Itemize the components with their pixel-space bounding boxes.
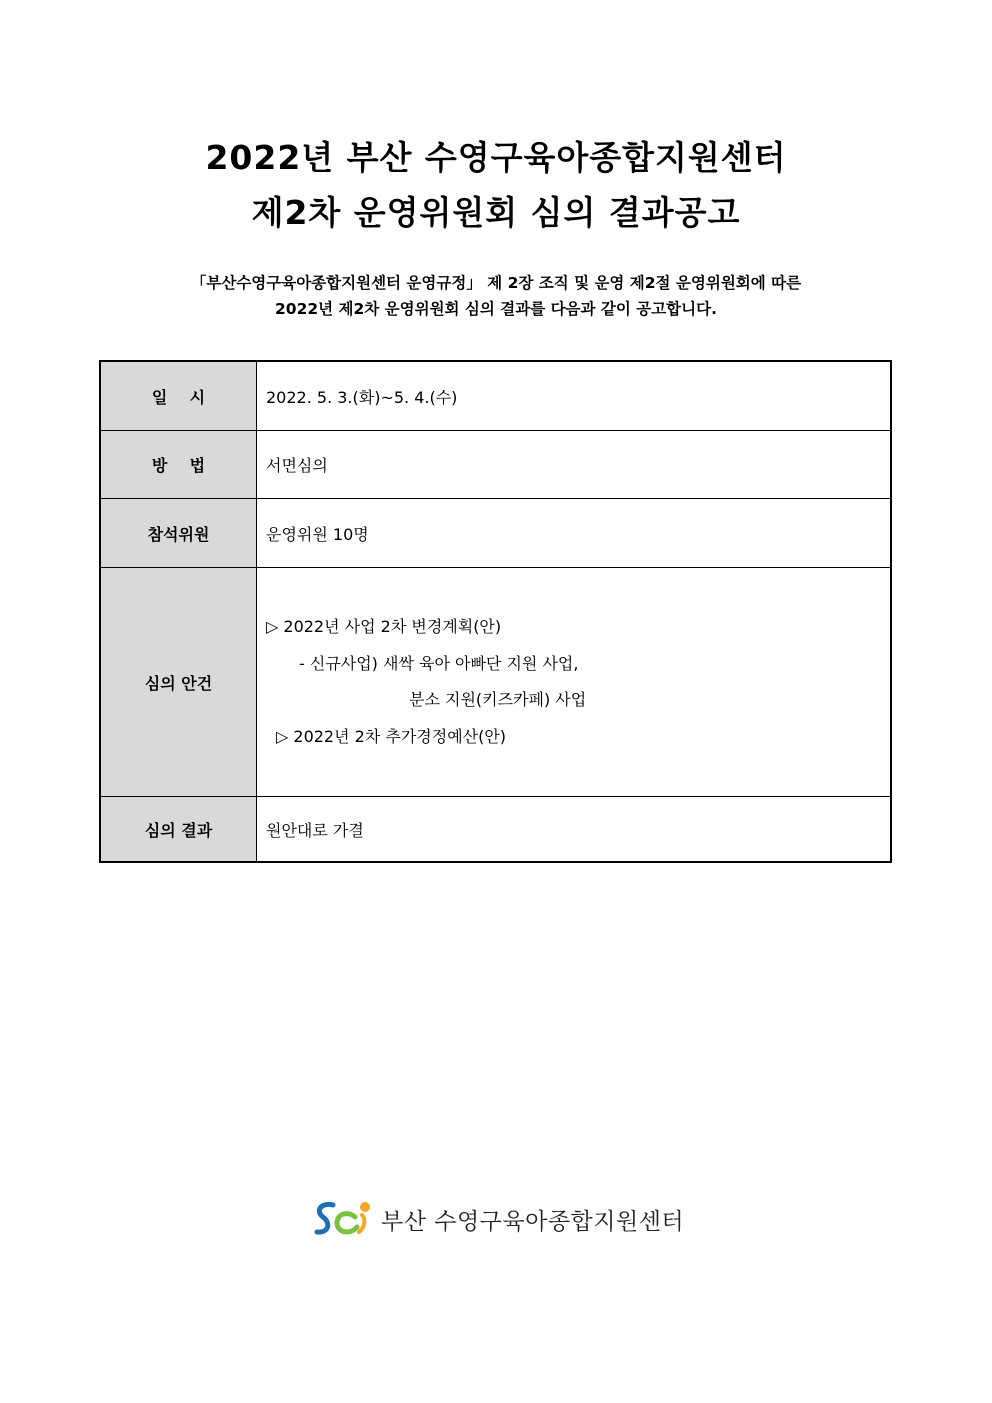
sci-logo-icon	[313, 1199, 375, 1239]
row-label-result: 심의 결과	[100, 797, 257, 863]
row-label-agenda: 심의 안건	[100, 568, 257, 797]
footer-organization	[313, 1199, 684, 1239]
document-title-line1: 2022년 부산 수영구육아종합지원센터	[205, 138, 787, 177]
agenda-subitem-1-continued: 분소 지원(키즈카페) 사업	[409, 690, 587, 709]
agenda-item-1: ▷ 2022년 사업 2차 변경계획(안)	[266, 617, 502, 636]
agenda-subitem-1: - 신규사업) 새싹 육아 아빠단 지원 사업,	[299, 653, 579, 673]
table-row-agenda	[100, 568, 891, 797]
row-value-agenda	[257, 568, 892, 797]
row-value-method: 서면심의	[257, 431, 892, 499]
intro-text-line1: 「부산수영구육아종합지원센터 운영규정」 제 2장 조직 및 운영 제2절 운영위원회에 따른	[190, 274, 802, 292]
row-label-date: 일 시	[100, 361, 257, 431]
row-value-date: 2022. 5. 3.(화)~5. 4.(수)	[257, 361, 892, 431]
document-title-line2: 제2차 운영위원회 심의 결과공고	[251, 193, 741, 232]
intro-text-line2: 2022년 제2차 운영위원회 심의 결과를 다음과 같이 공고합니다.	[275, 300, 717, 318]
footer-org-name: 부산 수영구육아종합지원센터	[381, 1208, 685, 1235]
row-value-attendees: 운영위원 10명	[257, 499, 892, 568]
row-label-attendees: 참석위원	[100, 499, 257, 568]
table-row-method	[100, 431, 891, 499]
row-value-result: 원안대로 가결	[257, 797, 892, 863]
result-table	[99, 360, 892, 863]
table-row-attendees	[100, 499, 891, 568]
table-row-date	[100, 361, 891, 431]
agenda-item-2: ▷ 2022년 2차 추가경정예산(안)	[276, 726, 507, 746]
row-label-method: 방 법	[100, 431, 257, 499]
table-row-result	[100, 797, 891, 863]
